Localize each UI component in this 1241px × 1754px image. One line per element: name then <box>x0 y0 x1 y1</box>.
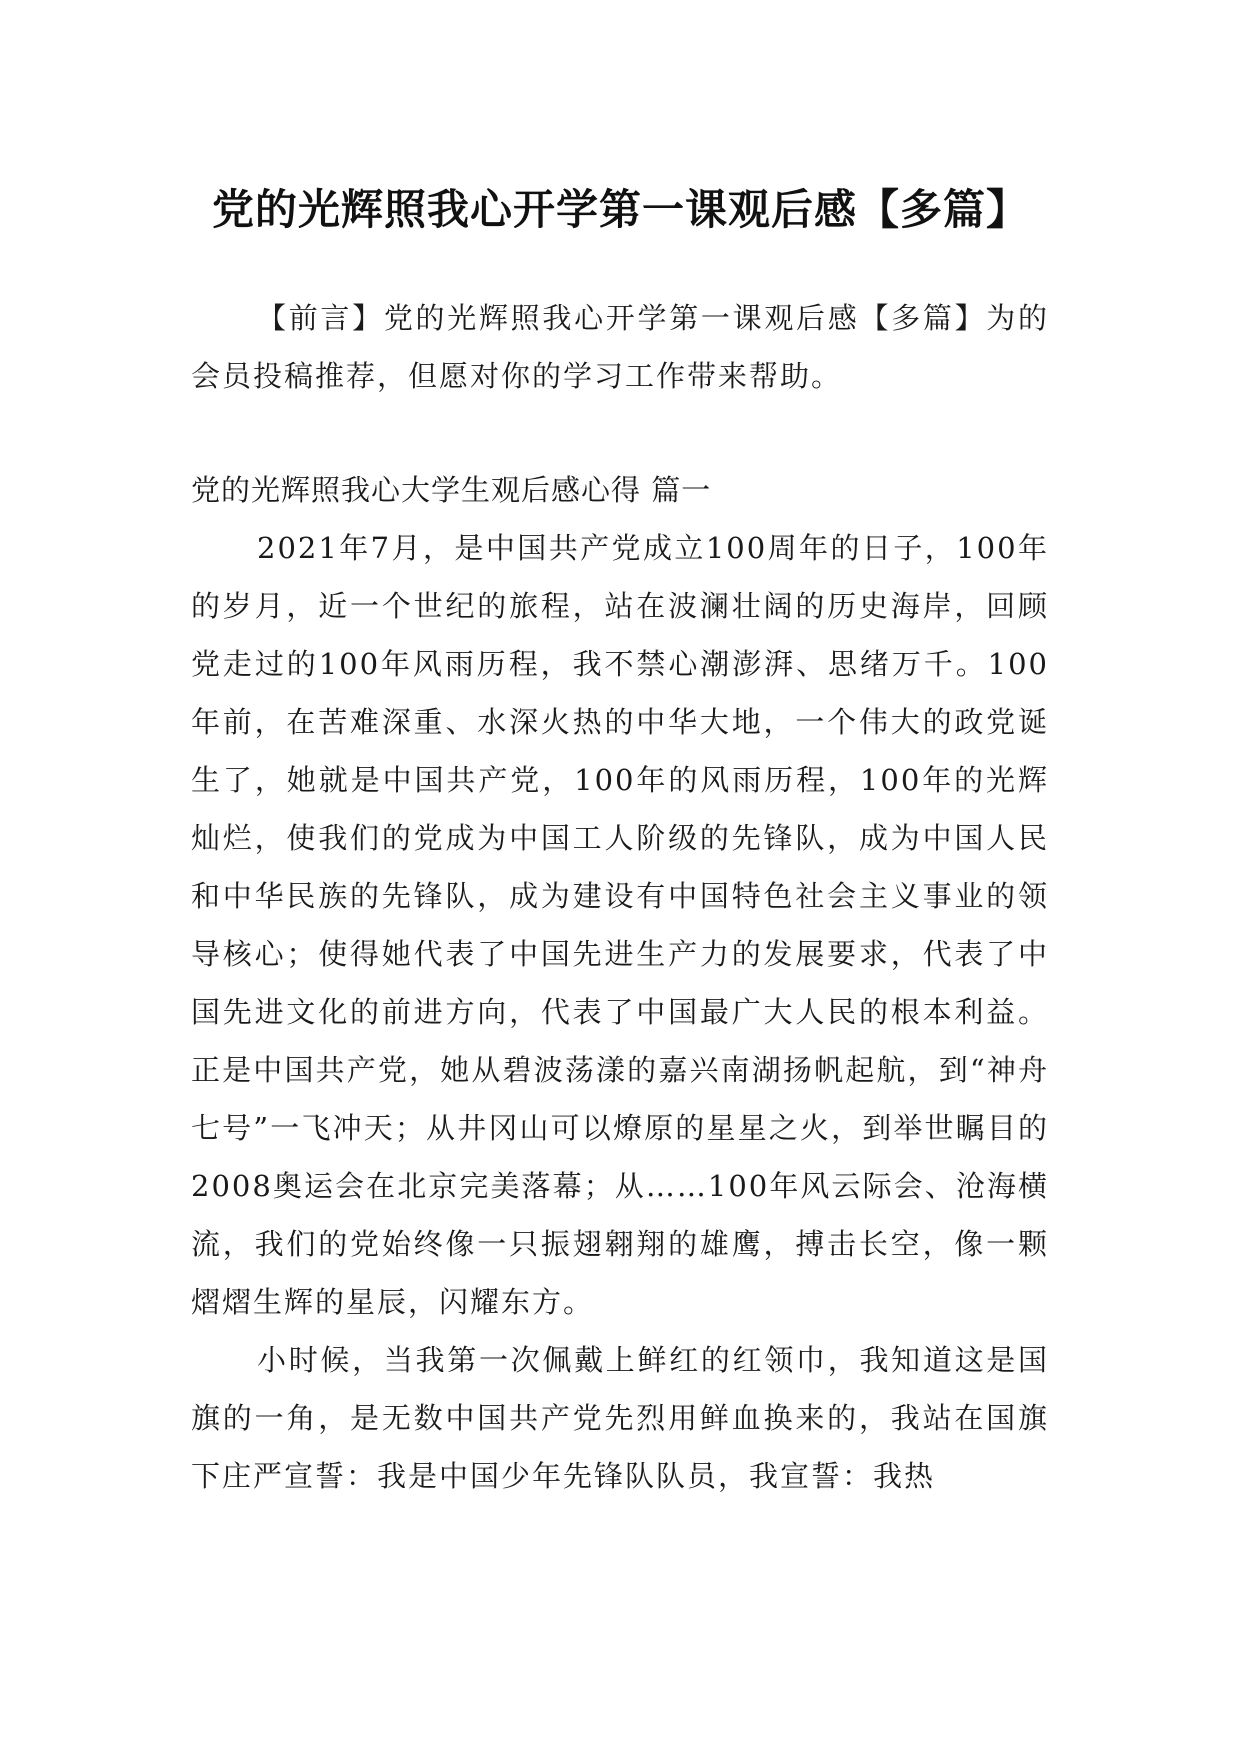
body-paragraph-2: 小时候，当我第一次佩戴上鲜红的红领巾，我知道这是国旗的一角，是无数中国共产党先烈用鲜血换来的，我站在国旗下庄严宣誓：我是中国少年先锋队队员，我宣誓：我热 <box>191 1343 1049 1493</box>
preface-paragraph: 【前言】党的光辉照我心开学第一课观后感【多篇】为的会员投稿推荐，但愿对你的学习工作带来帮助。 <box>191 301 1049 393</box>
document-title: 党的光辉照我心开学第一课观后感【多篇】 <box>211 185 1029 235</box>
document-body <box>191 289 1049 1505</box>
body-paragraph-1: 2021年7月，是中国共产党成立100周年的日子，100年的岁月，近一个世纪的旅程，站在波澜壮阔的历史海岸，回顾党走过的100年风雨历程，我不禁心潮澎湃、思绪万千。100年前，在苦难深重、水深火热的中华大地，一个伟大的政党诞生了，她就是中国共产党，100年的风雨历程，100年的光辉灿烂，使我们的党成为中国工人阶级的先锋队，成为中国人民和中华民族的先锋队，成为建设有中国特色社会主义事业的领导核心；使得她代表了中国先进生产力的发展要求，代表了中国先进文化的前进方向，代表了中国最广大人民的根本利益。正是中国共产党，她从碧波荡漾的嘉兴南湖扬帆起航，到“神舟七号”一飞冲天；从井冈山可以燎原的星星之火，到举世瞩目的2008奥运会在北京完美落幕；从……100年风云际会、沧海横流，我们的党始终像一只振翅翱翔的雄鹰，搏击长空，像一颗熠熠生辉的星辰，闪耀东方。 <box>191 531 1049 1319</box>
section-heading: 党的光辉照我心大学生观后感心得 篇一 <box>191 473 712 507</box>
